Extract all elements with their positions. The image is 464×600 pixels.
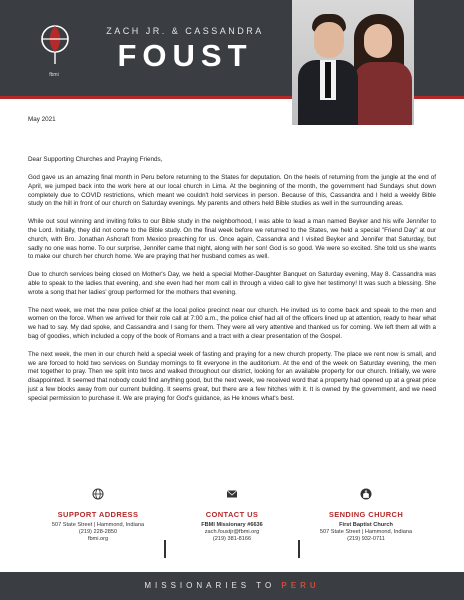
missionary-number: FBMI Missionary #6636 (201, 522, 263, 528)
letter-greeting: Dear Supporting Churches and Praying Friends, (28, 156, 163, 163)
sending-church-phone: (219) 932-0711 (347, 536, 385, 543)
sending-church-title: SENDING CHURCH (328, 510, 404, 519)
letter-paragraph: The next week, the men in our church held a special week of fasting and praying for a new church property. The place we rent now is small, and we are forced to hold two services on Sunday mornings to fit everyone in the auditorium. At the end of the week on Saturday evening, the men met together to pray. Then we split into twos and walked throughout our district, looking for an available property for our church. Initially, we were disappointed. It seemed that nobody could find anything good, but the next week, we received word that a property had opened up at a great price just a few blocks away from our current building. It seems great, but there are a few hitches with it. It is owned by the government, and we need special permission to purchase it. We are praying for God's guidance, as He knows what's best. (28, 350, 436, 402)
letter-paragraph: While out soul winning and inviting folks to our Bible study in the neighborhood, I was able to lead a man named Beyker and his wife Jennifer to the Lord. Initially, they did not come to the Bible study. On the final week before we returned to the States, we held a special "Friend Day" at our church, with Bro. Jonathan Ashcraft from Mexico preaching for us. Once again, Cassandra and I visited Beyker and Jennifer that Saturday, but sadly no one was home. To our surprise, Jennifer came that night, along with her son! God is so good. We were so excited. She told us she wants to make our church her church home. We are praying that her husband comes as well. (28, 218, 436, 261)
bottom-tagline-prefix: MISSIONARIES TO (144, 581, 276, 590)
support-address (33, 510, 163, 544)
mail-icon (226, 488, 238, 500)
bottom-banner (0, 572, 464, 600)
church-icon (360, 488, 372, 500)
contact-email-link[interactable]: zach.foustjr@fbmi.org (204, 529, 260, 536)
globe-icon (92, 488, 104, 500)
footer-contact-block (0, 510, 464, 570)
logo-text: fbmi (49, 72, 59, 78)
letter-body (28, 174, 436, 413)
footer-divider (298, 540, 300, 558)
contact-us (167, 510, 297, 544)
letter-date: May 2021 (28, 116, 56, 123)
sending-church-address: 507 State Street | Hammond, Indiana (319, 529, 413, 536)
support-phone: (219) 228-2850 (78, 529, 118, 536)
family-photo (292, 0, 414, 125)
fbmi-logo-icon (40, 24, 70, 68)
contact-us-title: CONTACT US (205, 510, 259, 519)
support-website-link[interactable]: fbmi.org (87, 536, 109, 543)
support-address-line: 507 State Street | Hammond, Indiana (51, 522, 145, 528)
sending-church-name: First Baptist Church (339, 522, 393, 528)
letter-paragraph: The next week, we met the new police chief at the local police precinct near our church. He invited us to come back and speak to the men and women on the force. When we arrived for their role call at 7:00 a.m., the police chief had all of the officers lined up at attention, ready to hear what we had to say. My dad spoke, and Cassandra and I sang for them. They were all very attentive and thanked us for coming. We left them all with a bag of goodies, which included a copy of the book of Romans and a tract with a clear presentation of the Gospel. (28, 306, 436, 340)
footer-icon-row (0, 488, 464, 502)
contact-phone: (219) 381-8166 (212, 536, 252, 543)
letter-paragraph: Due to church services being closed on Mother's Day, we held a special Mother-Daughter Banquet on Saturday evening, May 8. Cassandra was able to speak to the ladies that evening, and she even had her mom call in through a video call to give her testimony! It was such a blessing. She wrote a song that her ladies' group performed for the mothers that evening. (28, 271, 436, 296)
bottom-tagline-country: PERU (281, 581, 320, 590)
bottom-tagline (0, 581, 464, 590)
letter-paragraph: God gave us an amazing final month in Peru before returning to the States for deputation. On the heels of returning from the jungle at the end of April, we jumped back into the work here at our local church in Lima. At the beginning of the month, the government had Sundays shut down completely due to COVID restrictions, which meant we couldn't hold services in person. Because of this, Cassandra and I held a weekly Bible study on the hill in front of our church on Saturday evenings. My parents and others held Bible studies as well in the surrounding areas. (28, 174, 436, 208)
sending-church (301, 510, 431, 544)
support-address-title: SUPPORT ADDRESS (57, 510, 139, 519)
missionary-first-names: ZACH JR. & CASSANDRA (106, 26, 264, 36)
missionary-surname: FOUST (117, 38, 253, 73)
footer-divider (164, 540, 166, 558)
